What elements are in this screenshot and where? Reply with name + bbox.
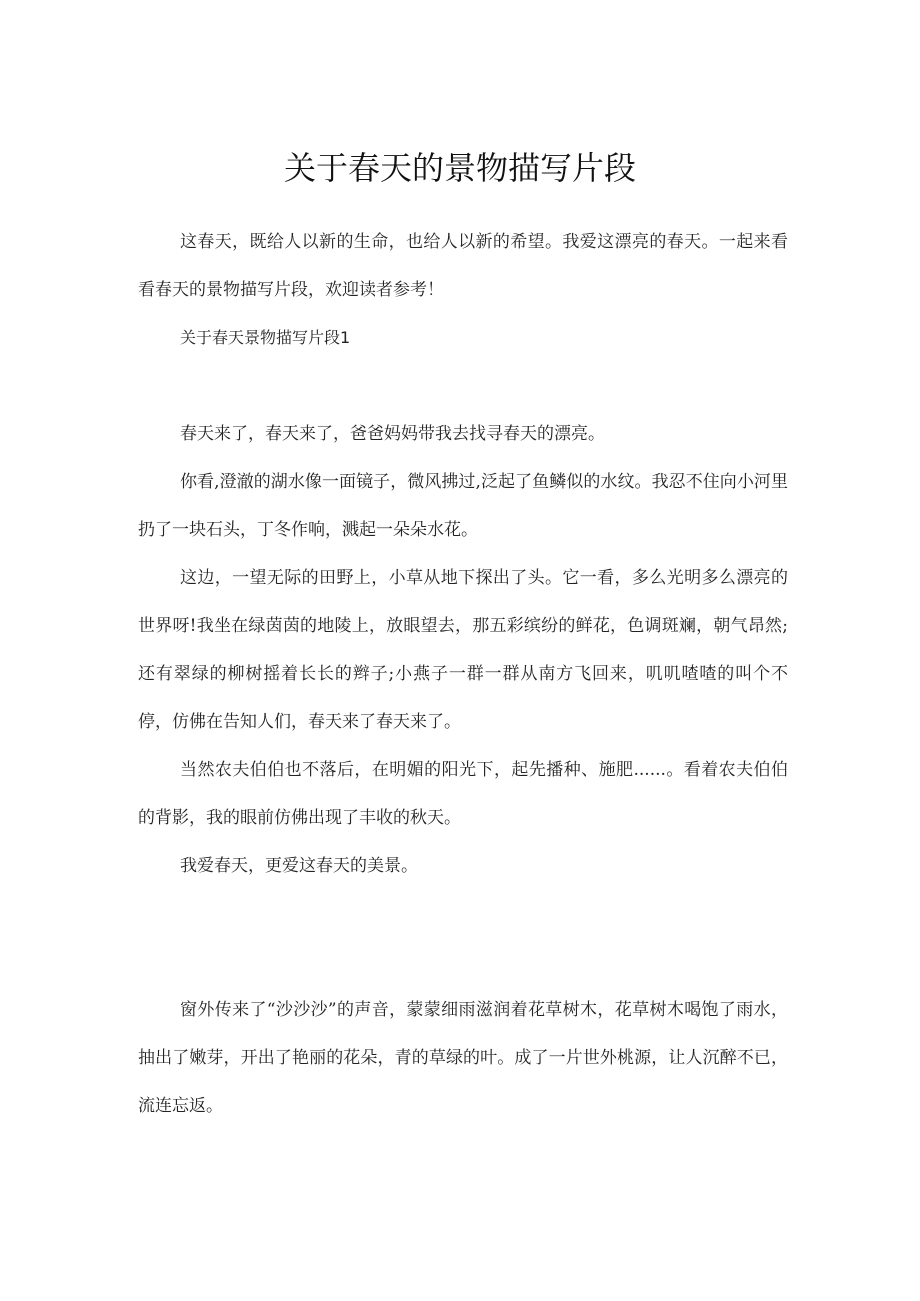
intro-paragraph: 这春天，既给人以新的生命，也给人以新的希望。我爱这漂亮的春天。一起来看看春天的景物描写片段，欢迎读者参考！ bbox=[138, 232, 788, 300]
paragraph-5: 我爱春天，更爱这春天的美景。 bbox=[180, 856, 418, 876]
paragraph-1: 春天来了，春天来了，爸爸妈妈带我去找寻春天的漂亮。 bbox=[180, 424, 605, 444]
paragraph-2: 你看,澄澈的湖水像一面镜子，微风拂过,泛起了鱼鳞似的水纹。我忍不住向小河里扔了一块石头，丁冬作响，溅起一朵朵水花。 bbox=[138, 472, 788, 540]
paragraph-3: 这边，一望无际的田野上，小草从地下探出了头。它一看，多么光明多么漂亮的世界呀!我坐在绿茵茵的地陵上，放眼望去，那五彩缤纷的鲜花，色调斑斓，朝气昂然;还有翠绿的柳树摇着长长的辫子;小燕子一群一群从南方飞回来，叽叽喳喳的叫个不停，仿佛在告知人们，春天来了春天来了。 bbox=[138, 568, 788, 732]
paragraph-6: 窗外传来了“沙沙沙”的声音，蒙蒙细雨滋润着花草树木，花草树木喝饱了雨水，抽出了嫩芽，开出了艳丽的花朵，青的草绿的叶。成了一片世外桃源，让人沉醉不已，流连忘返。 bbox=[138, 1000, 788, 1116]
paragraph-4: 当然农夫伯伯也不落后，在明媚的阳光下，起先播种、施肥......。看着农夫伯伯的背影，我的眼前仿佛出现了丰收的秋天。 bbox=[138, 760, 788, 828]
section-heading: 关于春天景物描写片段1 bbox=[180, 328, 351, 347]
document-title: 关于春天的景物描写片段 bbox=[283, 149, 636, 187]
